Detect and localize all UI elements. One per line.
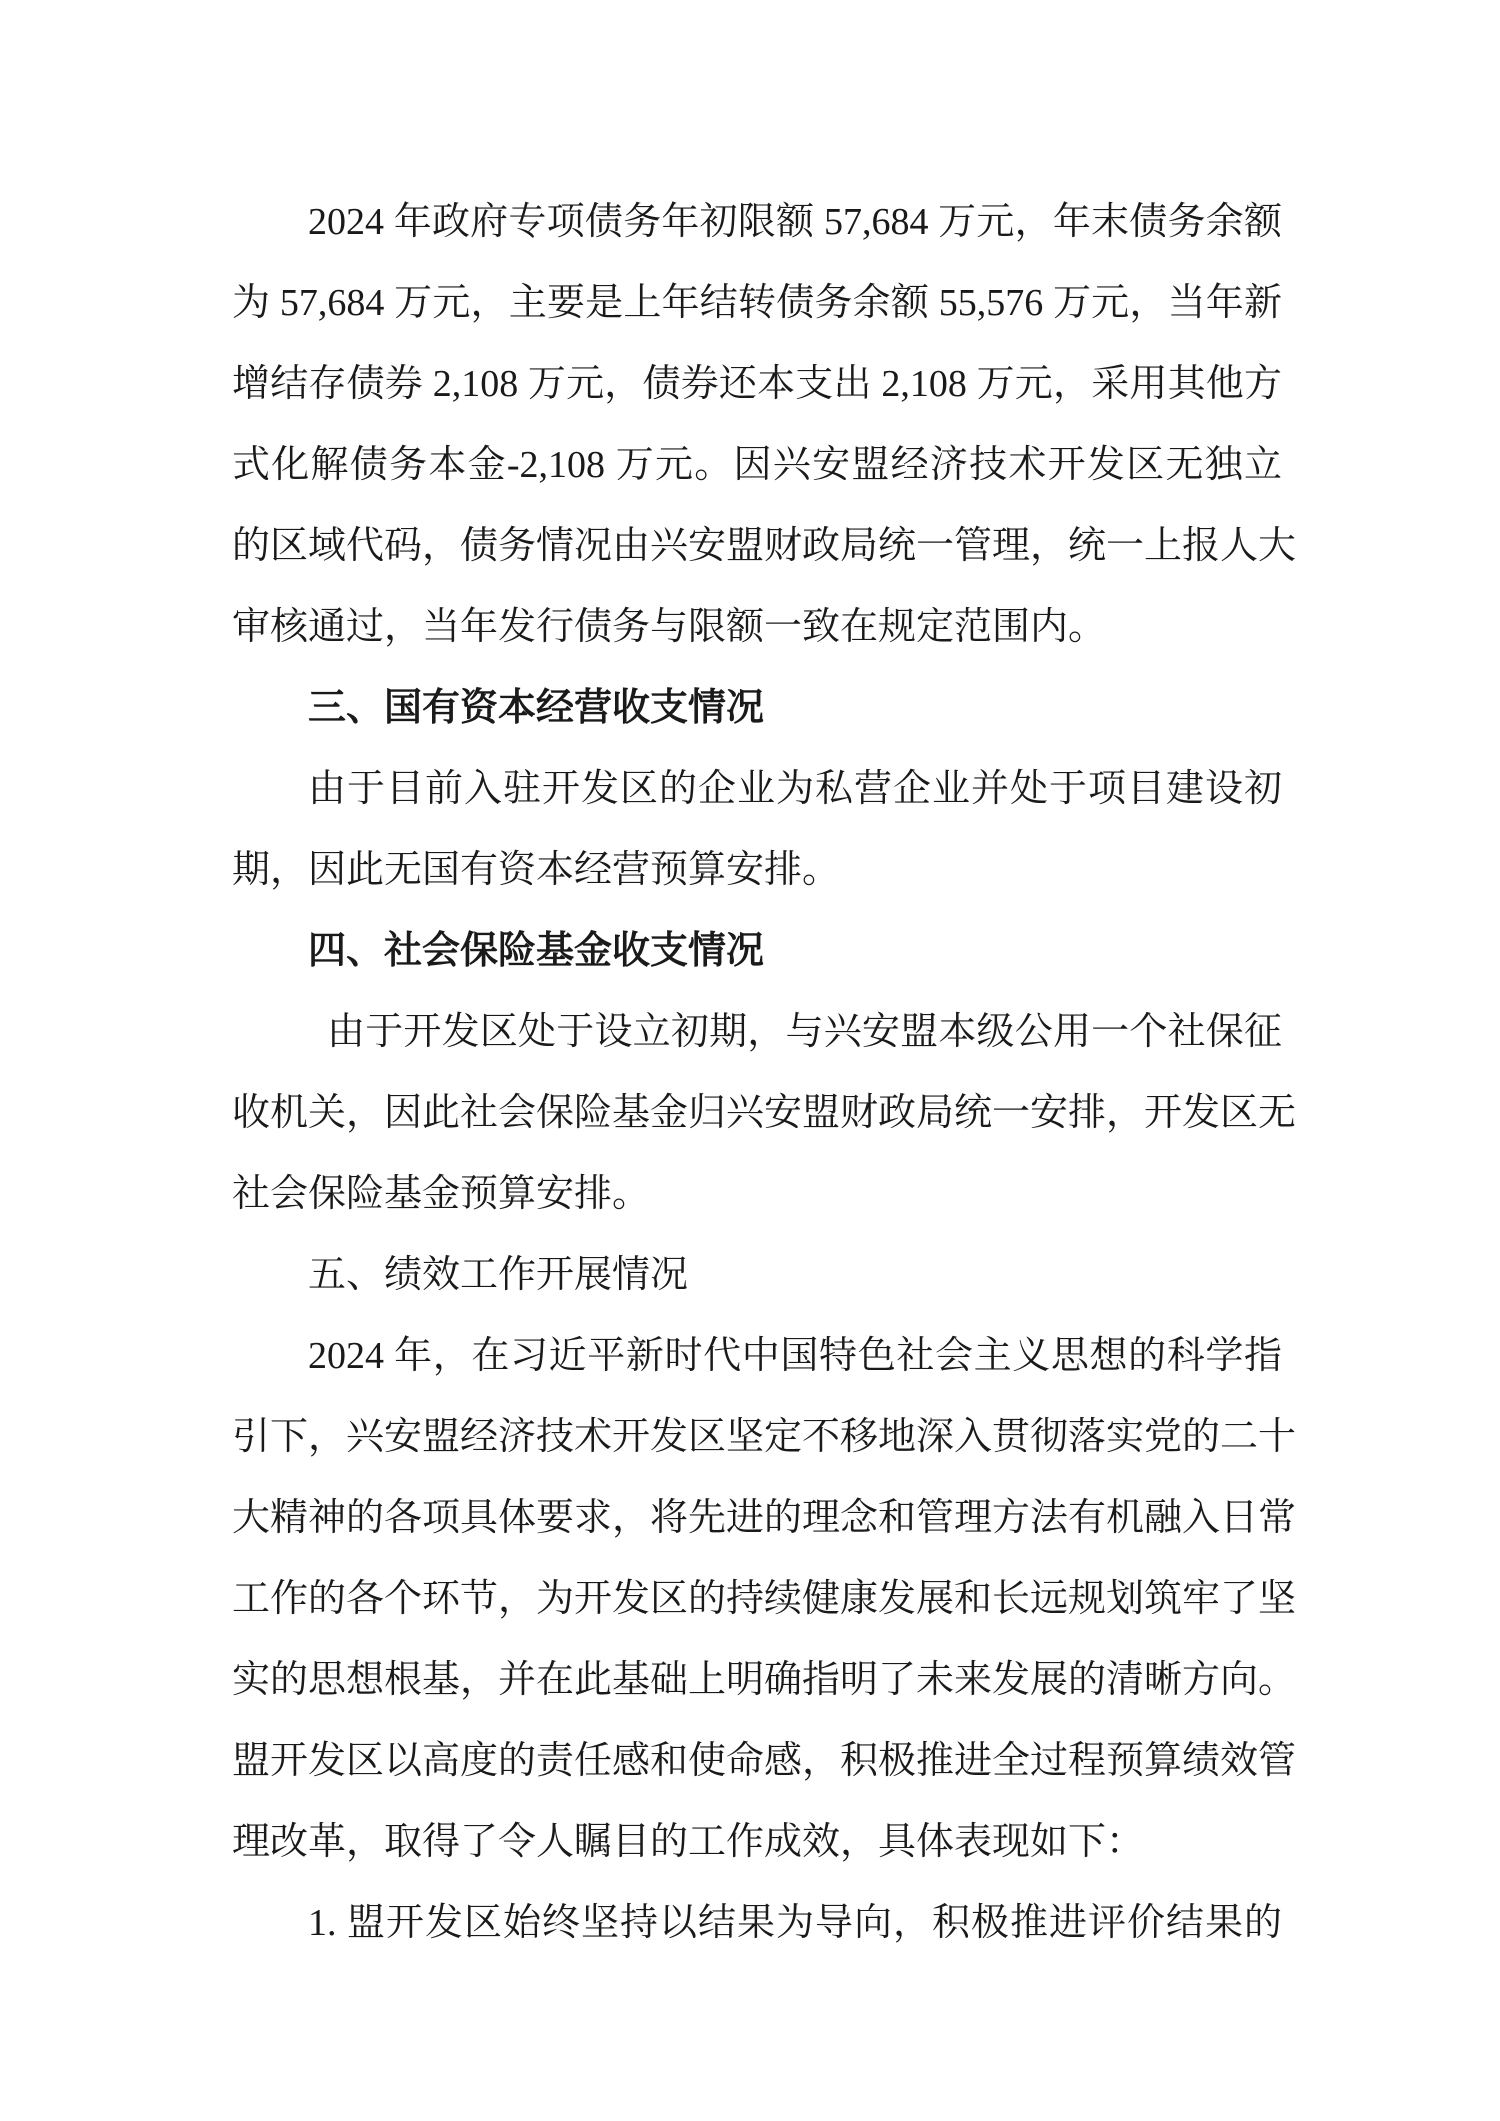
section-heading-3: 三、国有资本经营收支情况 bbox=[308, 687, 765, 729]
paragraph-line: 审核通过，当年发行债务与限额一致在规定范围内。 bbox=[232, 606, 1107, 648]
paragraph-line: 为 57,684 万元，主要是上年结转债务余额 55,576 万元，当年新 bbox=[232, 282, 1282, 324]
paragraph-line: 2024 年政府专项债务年初限额 57,684 万元，年末债务余额 bbox=[308, 201, 1282, 243]
state-capital-paragraph bbox=[232, 749, 1282, 911]
paragraph-line: 2024 年，在习近平新时代中国特色社会主义思想的科学指 bbox=[308, 1335, 1282, 1377]
paragraph-line: 大精神的各项具体要求，将先进的理念和管理方法有机融入日常 bbox=[232, 1497, 1297, 1539]
paragraph-line: 的区域代码，债务情况由兴安盟财政局统一管理，统一上报人大 bbox=[232, 525, 1297, 567]
paragraph-line: 由于目前入驻开发区的企业为私营企业并处于项目建设初 bbox=[308, 768, 1282, 810]
list-item-1: 1. 盟开发区始终坚持以结果为导向，积极推进评价结果的 bbox=[308, 1902, 1282, 1944]
paragraph-line: 增结存债券 2,108 万元，债券还本支出 2,108 万元，采用其他方 bbox=[232, 363, 1282, 405]
performance-paragraph bbox=[232, 1316, 1297, 1883]
document-body bbox=[232, 182, 1297, 1964]
paragraph-line: 由于开发区处于设立初期，与兴安盟本级公用一个社保征 bbox=[327, 1011, 1282, 1053]
paragraph-line: 期，因此无国有资本经营预算安排。 bbox=[232, 849, 841, 891]
debt-paragraph bbox=[232, 182, 1297, 668]
paragraph-line: 工作的各个环节，为开发区的持续健康发展和长远规划筑牢了坚 bbox=[232, 1578, 1297, 1620]
paragraph-line: 理改革，取得了令人瞩目的工作成效，具体表现如下： bbox=[232, 1821, 1145, 1863]
social-insurance-paragraph bbox=[232, 992, 1297, 1235]
paragraph-line: 实的思想根基，并在此基础上明确指明了未来发展的清晰方向。 bbox=[232, 1659, 1297, 1701]
paragraph-line: 收机关，因此社会保险基金归兴安盟财政局统一安排，开发区无 bbox=[232, 1092, 1297, 1134]
paragraph-line: 引下，兴安盟经济技术开发区坚定不移地深入贯彻落实党的二十 bbox=[232, 1416, 1297, 1458]
section-heading-5: 五、绩效工作开展情况 bbox=[308, 1254, 689, 1296]
paragraph-line: 社会保险基金预算安排。 bbox=[232, 1173, 651, 1215]
section-heading-4: 四、社会保险基金收支情况 bbox=[308, 930, 765, 972]
paragraph-line: 盟开发区以高度的责任感和使命感，积极推进全过程预算绩效管 bbox=[232, 1740, 1297, 1782]
paragraph-line: 式化解债务本金-2,108 万元。因兴安盟经济技术开发区无独立 bbox=[232, 444, 1282, 486]
